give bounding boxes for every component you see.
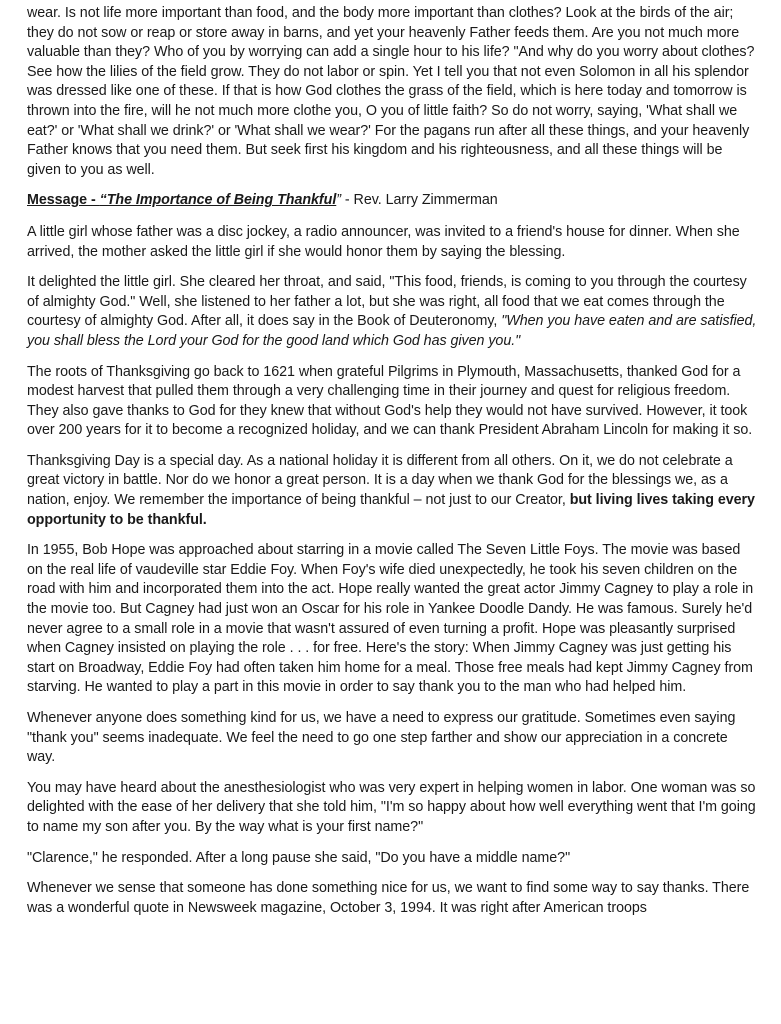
paragraph-anesthesiologist: You may have heard about the anesthesiologist who was very expert in helping women in labor. One woman was so delighted with the ease of her delivery that she told him, "I'm so happy about how well everything went that I'm going to name my son after you. By the way what is your first name?" <box>27 779 756 835</box>
paragraph-bob-hope: In 1955, Bob Hope was approached about starring in a movie called The Seven Little Foys. The movie was based on the real life of vaudeville star Eddie Foy. When Foy's wife died unexpectedly, he took his seven children on the road with him and incorporated them into the act. Hope really wanted the great actor Jimmy Cagney to play a role in the movie too. But Cagney had just won an Oscar for his role in Yankee Doodle Dandy. He was famous. Surely he'd never agree to a small role in a movie that wasn't assured of even turning a profit. Hope was pleasantly surprised when Cagney insisted on playing the role . . . for free. Here's the story: When Jimmy Cagney was just getting his start on Broadway, Eddie Foy had often taken him home for a meal. Those free meals had kept Jimmy Cagney from starving. He wanted to play a part in this movie in order to say thank you to the man who had helped him. <box>27 542 754 696</box>
document-page <box>27 4 757 929</box>
message-title: “The Importance of Being Thankful <box>99 192 337 209</box>
paragraph-clarence: "Clarence," he responded. After a long pause she said, "Do you have a middle name?" <box>27 849 571 866</box>
paragraph-blessing <box>27 273 757 351</box>
message-label: Message - <box>27 192 100 209</box>
paragraph-newsweek: Whenever we sense that someone has done something nice for us, we want to find some way to say thanks. There was a wonderful quote in Newsweek magazine, October 3, 1994. It was right after American troops <box>27 880 750 916</box>
deuteronomy-quote: "When you have eaten and are satisfied, you shall bless the Lord your God for the good land which God has given you." <box>27 313 757 349</box>
paragraph-thanksgiving-day-emphasis: but living lives taking every opportunity to be thankful. <box>27 492 755 528</box>
paragraph-thanksgiving-roots: The roots of Thanksgiving go back to 1621 when grateful Pilgrims in Plymouth, Massachusetts, thanked God for a modest harvest that pulled them through a very challenging time in their journey and quest for religious freedom. They also gave thanks to God for they knew that without God's help they would not have survived. However, it took over 200 years for it to become a recognized holiday, and we can thank President Abraham Lincoln for making it so. <box>27 363 753 439</box>
paragraph-little-girl: A little girl whose father was a disc jockey, a radio announcer, was invited to a friend's house for dinner. When she arrived, the mother asked the little girl if she would honor them by saying the blessing. <box>27 223 740 260</box>
paragraph-gratitude: Whenever anyone does something kind for us, we have a need to express our gratitude. Sometimes even saying "thank you" seems inadequate. We feel the need to go one step farther and show our appreciation in a concrete way. <box>27 710 736 766</box>
message-title-close-quote: ” <box>336 192 341 209</box>
scripture-continuation: wear. Is not life more important than food, and the body more important than clothes? Look at the birds of the air; they do not sow or reap or store away in barns, and yet your heavenly Father feeds them. Are you not much more valuable than they? Who of you by worrying can add a single hour to his life? "And why do you worry about clothes? See how the lilies of the field grow. They do not labor or spin. Yet I tell you that not even Solomon in all his splendor was dressed like one of these. If that is how God clothes the grass of the field, which is here today and tomorrow is thrown into the fire, will he not much more clothe you, O you of little faith? So do not worry, saying, 'What shall we eat?' or 'What shall we drink?' or 'What shall we wear?' For the pagans run after all these things, and your heavenly Father knows that you need them. But seek first his kingdom and his righteousness, and all these things will be given to you as well. <box>27 5 755 178</box>
paragraph-thanksgiving-day <box>27 452 757 530</box>
paragraph-thanksgiving-day-text: Thanksgiving Day is a special day. As a national holiday it is different from all others. On it, we do not celebrate a great victory in battle. Nor do we honor a great person. It is a day when we thank God for the blessings we, as a nation, enjoy. We remember the importance of being thankful – not just to our Creator, <box>27 452 733 509</box>
message-author: - Rev. Larry Zimmerman <box>340 192 498 209</box>
paragraph-blessing-text: It delighted the little girl. She cleared her throat, and said, "This food, friends, is coming to you through the courtesy of almighty God." Well, she listened to her father a lot, but she was right, all food that we eat comes through the courtesy of almighty God. After all, it does say in the Book of Deuteronomy, <box>27 274 747 330</box>
message-heading <box>27 191 757 211</box>
